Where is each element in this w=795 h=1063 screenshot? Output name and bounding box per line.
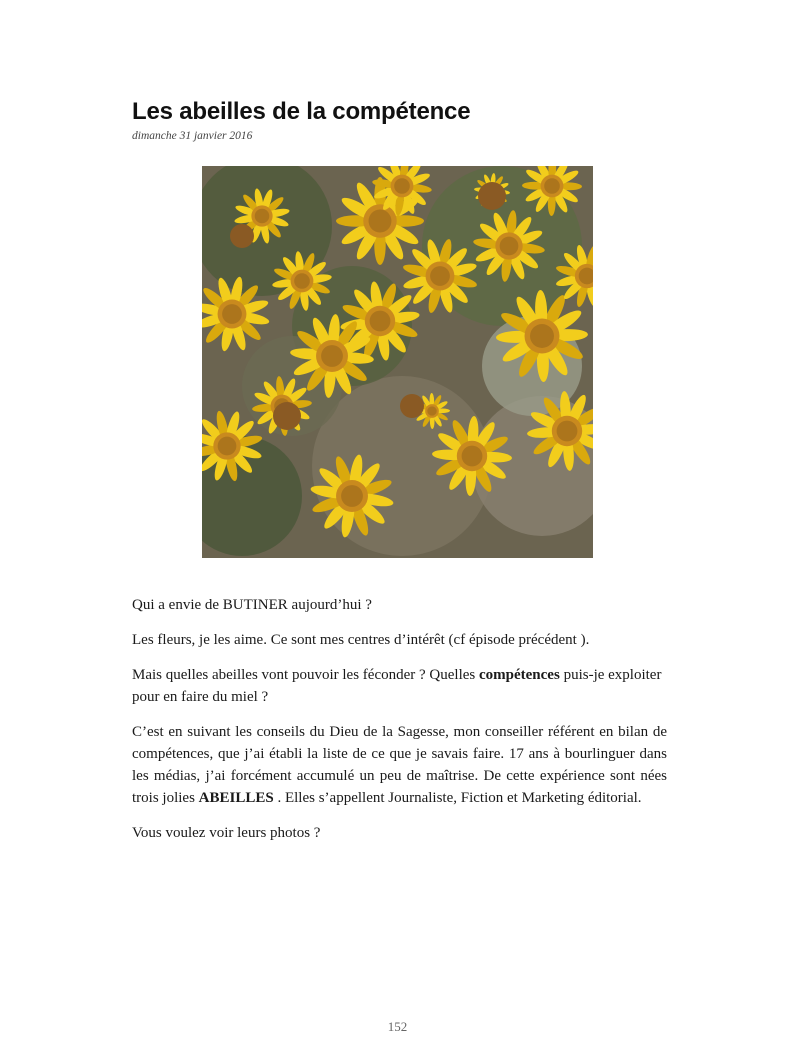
paragraph-4-text-a: C’est en suivant les conseils du Dieu de la Sagesse, mon conseiller référent en bilan de compétences, que j’ai établi la liste de ce que je savais faire. 17 ans à bourlinguer dans les médias, j’ai forcément accumulé un peu de maîtrise. De cette expérience sont nées trois jolies [132,724,667,806]
paragraph-5: Vous voulez voir leurs photos ? [132,825,321,841]
paragraph-3-text-b: puis-je exploiter pour en faire du miel ? [132,667,662,705]
paragraph-3-text-a: Mais quelles abeilles vont pouvoir les féconder ? Quelles [132,667,479,683]
post-body [132,594,667,857]
paragraph-1: Qui a envie de BUTINER aujourd’hui ? [132,597,372,613]
abeilles-bold: ABEILLES [198,790,274,806]
post-title: Les abeilles de la compétence [132,98,471,125]
paragraph-3 [132,664,667,708]
paragraph-4 [132,721,667,809]
competences-bold: compétences [479,667,560,683]
paragraph-4-text-b: . Elles s’appellent Journaliste, Fiction et Marketing éditorial. [273,790,642,806]
flower-photo-illustration [202,166,593,558]
flower-photo [202,166,593,558]
page-number: 152 [387,1019,408,1034]
paragraph-2: Les fleurs, je les aime. Ce sont mes centres d’intérêt (cf épisode précédent ). [132,632,590,648]
post-date: dimanche 31 janvier 2016 [132,130,253,142]
